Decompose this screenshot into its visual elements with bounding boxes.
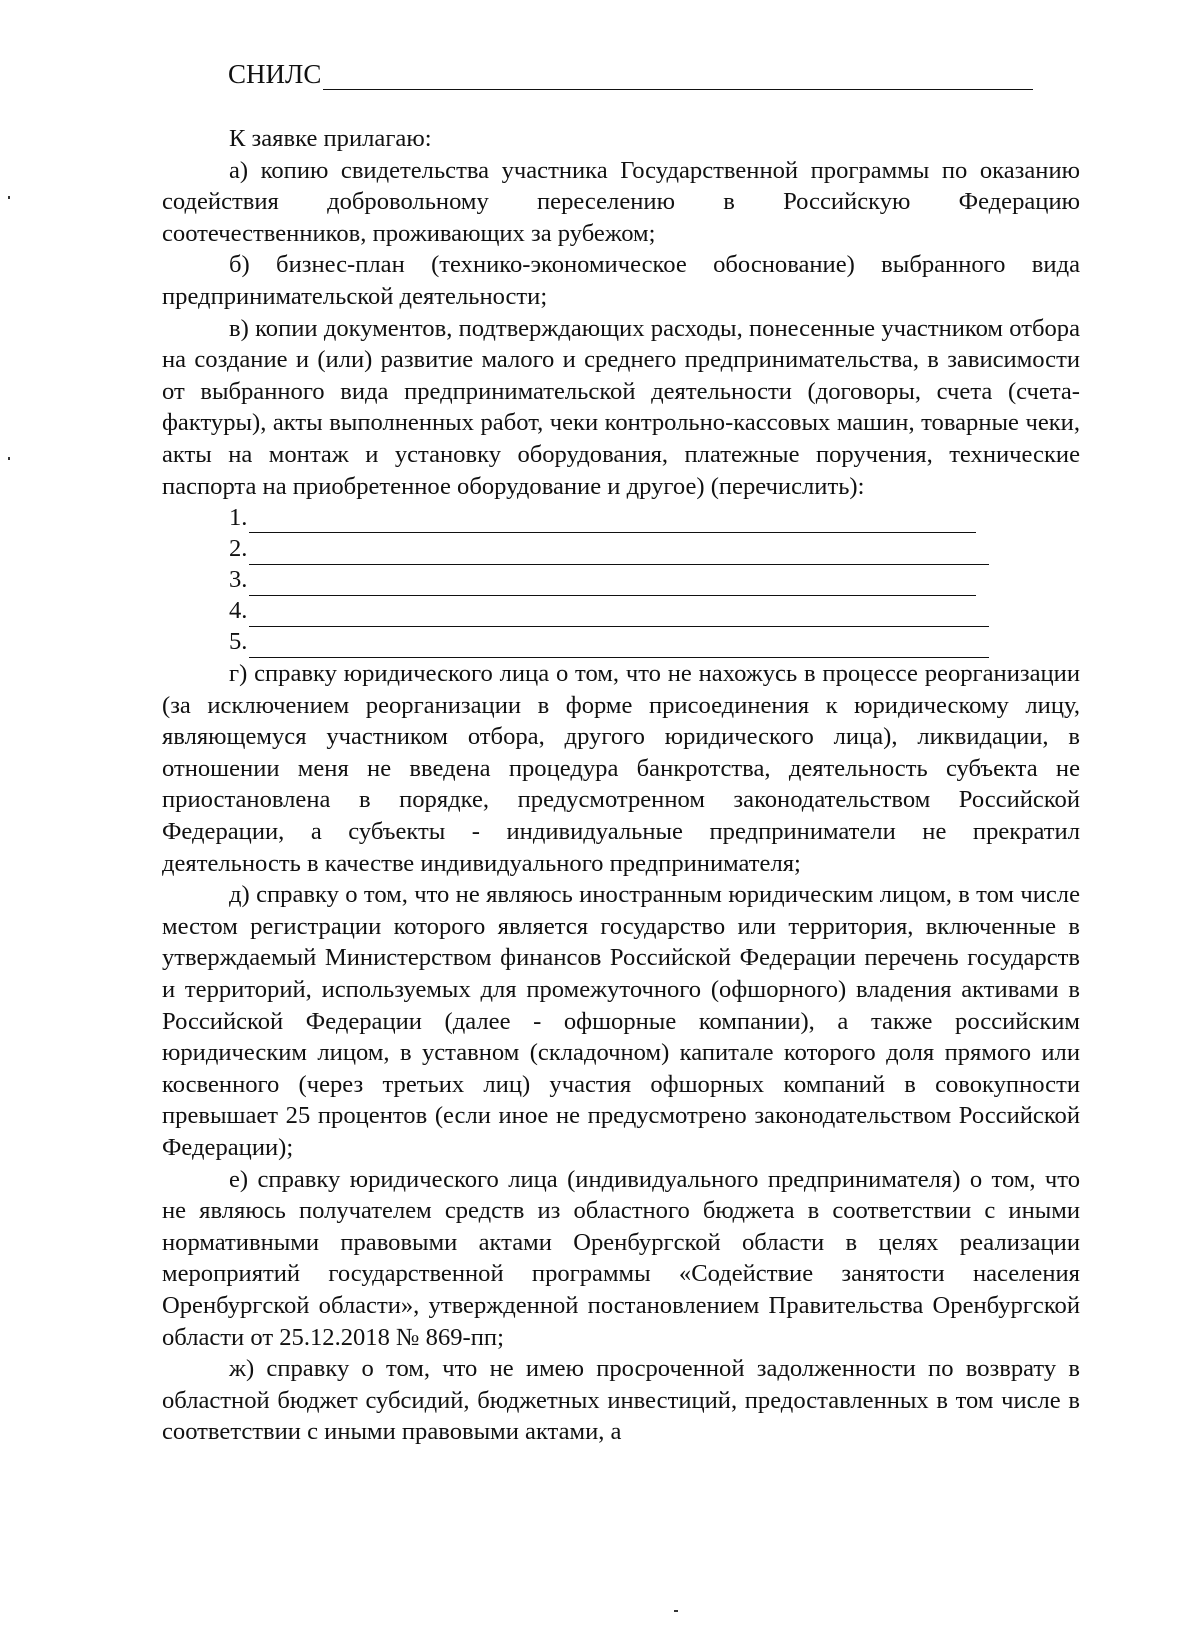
list-item-blank-line [249,633,989,658]
list-item-number: 2. [229,534,248,562]
list-item [162,533,1080,564]
paragraph-a: а) копию свидетельства участника Государственной программы по оказанию содействия добровольному переселению в Российскую Федерацию соотечественников, проживающих за рубежом; [162,156,1080,247]
list-item [162,627,1080,658]
list-item-number: 5. [229,628,248,656]
snils-label: СНИЛС [228,59,322,89]
list-item-blank-line [249,571,976,596]
paragraph-v: в) копии документов, подтверждающих расходы, понесенные участником отбора на создание и (или) развитие малого и среднего предпринимательства, в зависимости от выбранного вида предпринимательской деятельности (договоры, счета (счета-фактуры), акты выполненных работ, чеки контрольно-кассовых машин, товарные чеки, акты на монтаж и установку оборудования, платежные поручения, технические паспорта на приобретенное оборудование и другое) (перечислить): [162,314,1080,500]
list-item-number: 3. [229,566,248,594]
snils-field [228,58,1033,90]
scan-speck [8,457,10,460]
paragraph-b: б) бизнес-план (технико-экономическое обоснование) выбранного вида предпринимательской деятельности; [162,251,1080,310]
list-item [162,502,1080,533]
paragraph-zh: ж) справку о том, что не имею просроченной задолженности по возврату в областной бюджет субсидий, бюджетных инвестиций, предоставленных в том числе в соответствии с иными правовыми актами, а [162,1355,1080,1446]
list-item-number: 1. [229,503,248,531]
document-body [162,123,1080,1448]
intro-line: К заявке прилагаю: [229,125,432,152]
paragraph-g: г) справку юридического лица о том, что не нахожусь в процессе реорганизации (за исключением реорганизации в форме присоединения к юридическому лицу, являющемуся участником отбора, другого юридического лица), ликвидации, в отношении меня не введена процедура банкротства, деятельность субъекта не приостановлена в порядке, предусмотренном законодательством Российской Федерации, а субъекты - индивидуальные предприниматели не прекратил деятельность в качестве индивидуального предпринимателя; [162,660,1080,877]
list-item-number: 4. [229,597,248,625]
list-item-blank-line [249,540,989,565]
paragraph-e: е) справку юридического лица (индивидуального предпринимателя) о том, что не являюсь получателем средств из областного бюджета в соответствии с иными нормативными правовыми актами Оренбургской области в целях реализации мероприятий государственной программы «Содействие занятости населения Оренбургской области», утвержденной постановлением Правительства Оренбургской области от 25.12.2018 № 869-пп; [162,1165,1080,1351]
snils-blank-line [323,63,1033,90]
list-item [162,596,1080,627]
list-item-blank-line [249,602,989,627]
scan-speck [674,1610,678,1612]
paragraph-d: д) справку о том, что не являюсь иностранным юридическим лицом, в том числе местом регистрации которого является государство или территория, включенные в утверждаемый Министерством финансов Российской Федерации перечень государств и территорий, используемых для промежуточного (офшорного) владения активами в Российской Федерации (далее - офшорные компании), а также российским юридическим лицом, в уставном (складочном) капитале которого доля прямого или косвенного (через третьих лиц) участия офшорных компаний в совокупности превышает 25 процентов (если иное не предусмотрено законодательством Российской Федерации); [162,881,1080,1161]
documents-blank-list [162,502,1080,658]
list-item [162,565,1080,596]
scan-speck [8,196,10,199]
list-item-blank-line [249,508,976,533]
